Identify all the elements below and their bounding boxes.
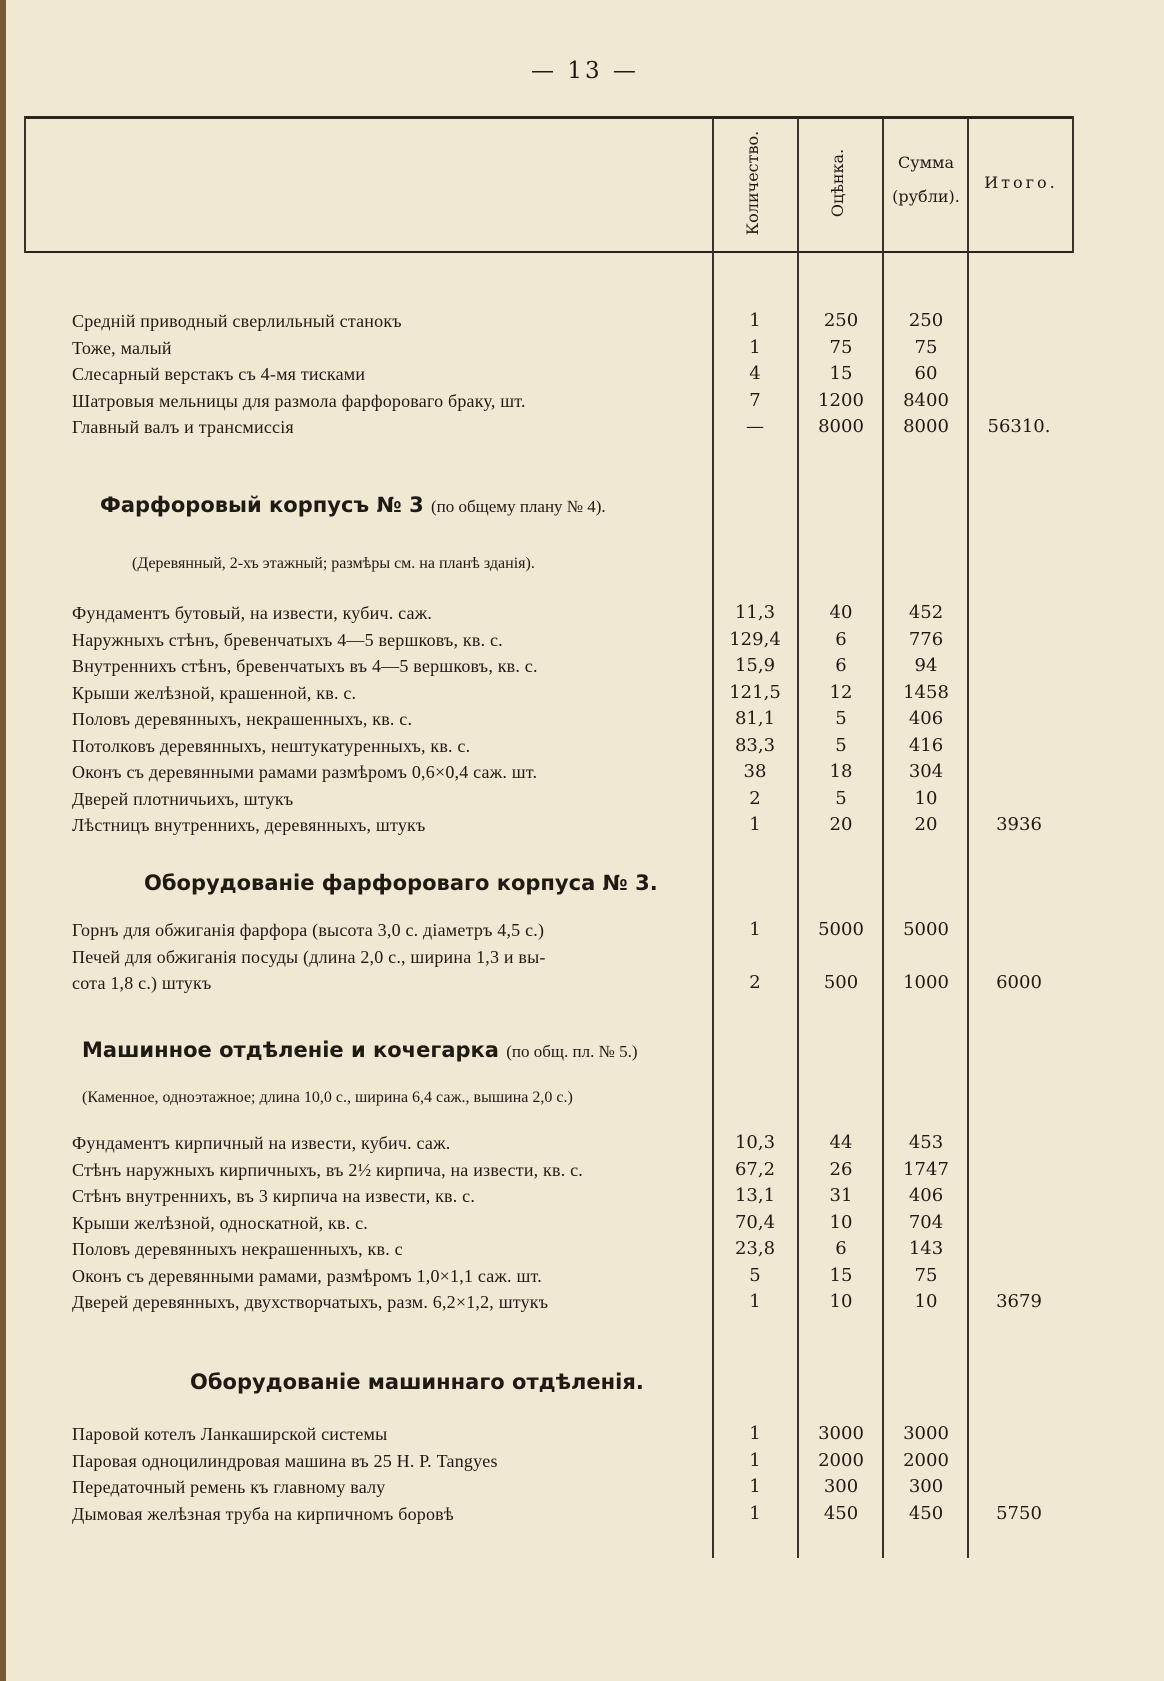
cell-rate: 10 [829,1291,853,1312]
cell-qty: 7 [749,389,761,411]
cell-rate: 500 [823,972,859,993]
cell-rate: 15 [829,1264,853,1286]
cell-rate: 10 [829,1211,853,1233]
table-row [6,335,1164,361]
table-row [6,917,1164,943]
table-row [6,786,1164,812]
item-name: Паровой котелъ Ланкаширской системы [72,1424,388,1444]
item-name: Дымовая желѣзная труба на кирпичномъ боровѣ [72,1503,454,1524]
section-title-machine-room [82,1038,637,1062]
item-name: Горнъ для обжиганія фарфора (высота 3,0 с. діаметръ 4,5 с.) [72,920,545,940]
cell-sum: 8000 [903,416,949,437]
section-note: (по общему плану № 4). [431,497,606,516]
cell-sum: 300 [908,1476,944,1497]
table-row [6,308,1164,334]
table-row [6,759,1164,785]
cell-rate: 300 [823,1476,859,1497]
cell-total: 56310. [987,416,1051,437]
cell-rate: 2000 [818,1449,864,1471]
cell-qty: 1 [749,1502,761,1524]
item-name: Средній приводный сверлильный станокъ [72,311,402,331]
table-row [6,1157,1164,1183]
section-title-text: Фарфоровый корпусъ № 3 [100,493,424,517]
cell-qty: 1 [749,1449,761,1471]
cell-sum: 304 [908,761,944,782]
table-row [6,706,1164,732]
header-bottom-rule [24,251,1074,253]
cell-rate: 12 [829,681,853,703]
table-row [6,1263,1164,1289]
table-top-rule [24,116,1074,119]
cell-sum: 8400 [903,389,949,411]
item-name: Главный валъ и трансмиссія [72,417,294,437]
cell-sum: 10 [914,1291,938,1312]
cell-total: 5750 [996,1502,1042,1524]
cell-sum: 406 [908,1185,944,1206]
cell-sum: 60 [914,363,938,384]
cell-sum: 1747 [903,1158,949,1180]
cell-qty: 4 [749,363,761,384]
column-divider [24,116,26,253]
cell-qty: 5 [749,1264,761,1286]
cell-qty: 11,3 [734,602,776,623]
cell-sum: 3000 [903,1423,949,1444]
item-name: Дверей плотничьихъ, штукъ [72,788,294,809]
item-name: Паровая одноцилиндровая машина въ 25 Н. Р. Tangyes [72,1450,498,1471]
cell-total: 3679 [996,1291,1042,1312]
cell-qty: — [746,416,764,437]
cell-qty: 1 [749,1476,761,1497]
cell-qty: 121,5 [729,681,781,703]
table-row [6,1183,1164,1209]
header-estimate: Оцѣнка. [828,148,847,218]
cell-sum: 1458 [903,681,949,703]
cell-rate: 6 [835,655,847,676]
cell-rate: 5 [835,787,847,809]
cell-rate: 1200 [818,389,864,411]
table-row [6,361,1164,387]
item-name: Передаточный ремень къ главному валу [72,1477,386,1497]
item-name: Шатровыя мельницы для размола фарфороваго браку, шт. [72,390,526,411]
cell-qty: 67,2 [734,1158,776,1180]
item-name: Потолковъ деревянныхъ, нештукатуренныхъ, кв. с. [72,735,471,756]
cell-qty: 10,3 [734,1132,776,1153]
cell-qty: 70,4 [734,1211,776,1233]
cell-rate: 20 [829,814,853,835]
item-name: Фундаментъ кирпичный на извести, кубич. саж. [72,1133,451,1153]
table-row [6,1210,1164,1236]
section-subnote: (Деревянный, 2-хъ этажный; размѣры см. на планѣ зданія). [132,555,535,572]
table-row [6,1130,1164,1156]
cell-sum: 250 [908,310,944,331]
item-name: Дверей деревянныхъ, двухстворчатыхъ, разм. 6,2×1,2, штукъ [72,1292,549,1312]
cell-rate: 450 [823,1502,859,1524]
item-name: Крыши желѣзной, крашенной, кв. с. [72,682,357,703]
cell-sum: 75 [914,336,938,358]
table-row [6,627,1164,653]
cell-qty: 1 [749,336,761,358]
cell-rate: 8000 [818,416,864,437]
cell-qty: 2 [749,972,761,993]
item-name: Оконъ съ деревянными рамами, размѣромъ 1,0×1,1 саж. шт. [72,1265,542,1286]
table-row [6,388,1164,414]
table-row [6,1501,1164,1527]
section-subnote: (Каменное, одноэтажное; длина 10,0 с., ширина 6,4 саж., вышина 2,0 с.) [82,1089,573,1106]
section-title-porcelain-equipment: Оборудованіе фарфороваго корпуса № 3. [144,871,658,895]
cell-sum: 453 [908,1132,944,1153]
cell-sum: 452 [908,602,944,623]
cell-rate: 5 [835,734,847,756]
item-name: Печей для обжиганія посуды (длина 2,0 с., ширина 1,3 и вы- [72,946,546,967]
item-name: Фундаментъ бутовый, на извести, кубич. саж. [72,603,433,623]
table-row [6,1474,1164,1500]
cell-rate: 5000 [818,919,864,940]
cell-qty: 81,1 [734,708,776,729]
item-name: Наружныхъ стѣнъ, бревенчатыхъ 4—5 вершковъ, кв. с. [72,629,503,650]
cell-sum: 704 [908,1211,944,1233]
cell-rate: 31 [829,1185,853,1206]
section-title-text: Машинное отдѣленіе и кочегарка [82,1038,499,1062]
cell-sum: 94 [914,655,938,676]
item-name: Половъ деревянныхъ некрашенныхъ, кв. с [72,1239,403,1259]
cell-rate: 40 [829,602,853,623]
cell-rate: 6 [835,628,847,650]
table-row [6,944,1164,970]
table-row [6,680,1164,706]
cell-rate: 15 [829,363,853,384]
cell-qty: 1 [749,919,761,940]
document-page [6,0,1164,1681]
table-row [6,653,1164,679]
table-row [6,414,1164,440]
table-row [6,1236,1164,1262]
section-title-porcelain-building [100,493,606,517]
cell-sum: 776 [908,628,944,650]
table-row [6,600,1164,626]
cell-rate: 18 [829,761,853,782]
cell-qty: 2 [749,787,761,809]
table-row [6,1289,1164,1315]
table-row [6,1448,1164,1474]
cell-qty: 1 [749,1423,761,1444]
item-name: Половъ деревянныхъ, некрашенныхъ, кв. с. [72,709,413,729]
section-title-machine-equipment: Оборудованіе машиннаго отдѣленія. [190,1370,644,1394]
cell-rate: 44 [829,1132,853,1153]
cell-sum: 1000 [903,972,949,993]
item-name: Стѣнъ внутреннихъ, въ 3 кирпича на извести, кв. с. [72,1186,476,1206]
cell-qty: 38 [743,761,767,782]
header-quantity: Количество. [743,130,762,236]
cell-qty: 15,9 [734,655,776,676]
item-name: Лѣстницъ внутреннихъ, деревянныхъ, штукъ [72,815,426,835]
table-row [6,1421,1164,1447]
cell-sum: 10 [914,787,938,809]
table-row [6,970,1164,996]
item-name: Слесарный верстакъ съ 4-мя тисками [72,364,366,384]
cell-rate: 26 [829,1158,853,1180]
header-total: Итого. [984,173,1058,192]
header-sum-line1: Сумма [897,153,955,172]
cell-sum: 20 [914,814,938,835]
item-name: Тоже, малый [72,337,172,358]
cell-sum: 143 [908,1238,944,1259]
header-sum-line2: (рубли). [892,187,960,206]
cell-rate: 3000 [818,1423,864,1444]
cell-rate: 6 [835,1238,847,1259]
cell-rate: 250 [823,310,859,331]
page-number: — 13 — [531,58,639,84]
cell-sum: 406 [908,708,944,729]
cell-qty: 83,3 [734,734,776,756]
cell-qty: 23,8 [734,1238,776,1259]
section-note: (по общ. пл. № 5.) [506,1042,638,1061]
cell-qty: 1 [749,1291,761,1312]
cell-rate: 5 [835,708,847,729]
item-name: сота 1,8 с.) штукъ [72,973,212,993]
cell-total: 6000 [996,972,1042,993]
cell-sum: 450 [908,1502,944,1524]
cell-qty: 1 [749,814,761,835]
item-name: Оконъ съ деревянными рамами размѣромъ 0,6×0,4 саж. шт. [72,762,538,782]
cell-rate: 75 [829,336,853,358]
cell-qty: 129,4 [729,628,781,650]
item-name: Стѣнъ наружныхъ кирпичныхъ, въ 2½ кирпича, на извести, кв. с. [72,1159,583,1180]
cell-sum: 2000 [903,1449,949,1471]
cell-sum: 416 [908,734,944,756]
cell-sum: 75 [914,1264,938,1286]
cell-qty: 13,1 [734,1185,776,1206]
cell-qty: 1 [749,310,761,331]
cell-total: 3936 [996,814,1042,835]
item-name: Крыши желѣзной, односкатной, кв. с. [72,1212,368,1233]
table-row [6,812,1164,838]
table-row [6,733,1164,759]
cell-sum: 5000 [903,919,949,940]
header-sum [884,146,968,214]
item-name: Внутреннихъ стѣнъ, бревенчатыхъ въ 4—5 вершковъ, кв. с. [72,656,538,676]
